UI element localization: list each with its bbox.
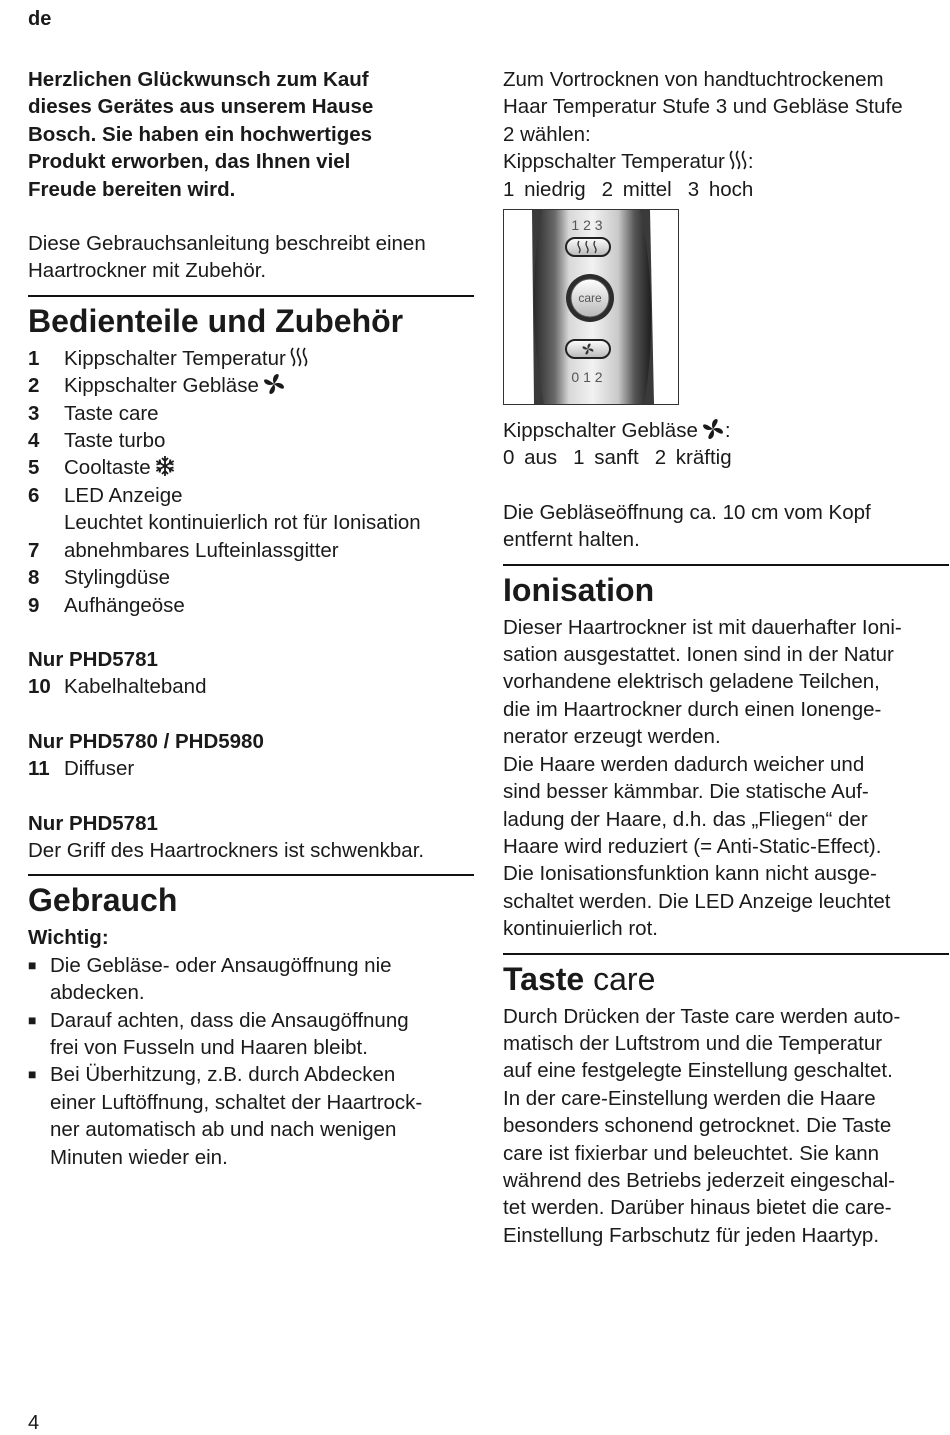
language-code: de	[28, 8, 52, 30]
text-line: während des Betriebs jederzeit eingeschal-	[503, 1168, 896, 1192]
text-line: Haare wird reduziert (= Anti-Static-Effect).	[503, 834, 882, 858]
list-item	[28, 454, 474, 481]
section-title-ionisation: Ionisation	[503, 571, 655, 608]
intro-bold-line: Produkt erworben, das Ihnen viel	[28, 150, 351, 174]
item-text: Kabelhalteband	[64, 675, 207, 699]
fan-icon	[262, 373, 286, 395]
bullet-line: abdecken.	[50, 981, 145, 1005]
item-text: Kippschalter Gebläse	[64, 374, 259, 398]
distance-line: entfernt halten.	[503, 528, 640, 552]
text-line: tet werden. Darüber hinaus bietet die care-	[503, 1196, 892, 1220]
predry-line: Haar Temperatur Stufe 3 und Gebläse Stufe	[503, 95, 903, 119]
text-line: In der care-Einstellung werden die Haare	[503, 1086, 876, 1110]
item-text: abnehmbares Lufteinlassgitter	[64, 538, 339, 562]
list-item	[28, 1061, 474, 1171]
text-line: Durch Drücken der Taste care werden auto-	[503, 1004, 901, 1028]
item-text: Stylingdüse	[64, 566, 170, 590]
item-number: 3	[28, 401, 40, 425]
list-item	[28, 400, 474, 427]
text-line: sind besser kämmbar. Die statische Auf-	[503, 780, 869, 804]
temp-scale-digits: 1 2 3	[571, 217, 603, 234]
section-divider	[503, 953, 949, 955]
care-title-light: care	[593, 960, 656, 997]
item-number: 7	[28, 538, 40, 562]
item-number: 4	[28, 429, 40, 453]
item-text: LED Anzeige	[64, 483, 183, 507]
item-text: Diffuser	[64, 757, 135, 781]
bullet-line: Bei Überhitzung, z.B. durch Abdecken	[50, 1063, 396, 1087]
item-number: 8	[28, 566, 40, 590]
predry-line: Zum Vortrocknen von handtuchtrockenem	[503, 68, 884, 91]
list-item	[28, 537, 474, 564]
fan-option: 2 kräftig	[654, 446, 732, 470]
temp-option: 3 hoch	[687, 177, 754, 201]
text-line: die im Haartrockner durch einen Ionenge-	[503, 697, 882, 721]
parts-list	[28, 345, 474, 619]
text-line: ladung der Haare, d.h. das „Fliegen“ der	[503, 807, 868, 831]
list-item	[28, 509, 474, 536]
model-note-label: Nur PHD5781	[28, 811, 158, 835]
list-item	[28, 1007, 474, 1062]
section-divider	[28, 295, 474, 297]
bullet-square-icon: ■	[28, 1011, 37, 1028]
bullet-line: ner automatisch ab und nach wenigen	[50, 1118, 397, 1142]
item-text: Cooltaste	[64, 456, 151, 480]
left-column	[28, 66, 474, 1171]
bullet-line: Minuten wieder ein.	[50, 1145, 228, 1169]
bullet-line: frei von Fusseln und Haaren bleibt.	[50, 1035, 368, 1059]
section-divider	[503, 564, 949, 566]
heat-icon	[728, 149, 748, 171]
intro-bold	[28, 66, 474, 203]
text-line: nerator erzeugt werden.	[503, 725, 721, 749]
text-line: auf eine festgelegte Einstellung geschaltet.	[503, 1059, 893, 1083]
fan-icon	[701, 418, 725, 440]
list-item	[28, 564, 474, 591]
bullet-line: Darauf achten, dass die Ansaugöffnung	[50, 1008, 409, 1032]
ionisation-text	[503, 614, 949, 943]
section-title-controls: Bedienteile und Zubehör	[28, 302, 404, 339]
text-line: vorhandene elektrisch geladene Teilchen,	[503, 670, 880, 694]
fan-scale-digits: 0 1 2	[571, 369, 603, 386]
text-line: Einstellung Farbschutz für jeden Haartyp.	[503, 1223, 880, 1247]
intro-bold-line: Bosch. Sie haben ein hochwertiges	[28, 122, 373, 146]
item-number: 5	[28, 456, 40, 480]
list-item	[28, 372, 474, 399]
item-number: 11	[28, 757, 50, 781]
text-line: care ist fixierbar und beleuchtet. Sie kann	[503, 1141, 880, 1165]
distance-line: Die Gebläseöffnung ca. 10 cm vom Kopf	[503, 500, 871, 524]
temp-switch-label: Kippschalter Temperatur :	[503, 150, 754, 174]
fan-options	[503, 444, 949, 471]
item-number: 10	[28, 675, 51, 699]
warning-list	[28, 952, 474, 1171]
list-item	[28, 592, 474, 619]
text-line: schaltet werden. Die LED Anzeige leuchtet	[503, 889, 891, 913]
list-item	[28, 952, 474, 1007]
right-column	[503, 66, 949, 1249]
bullet-square-icon: ■	[28, 956, 37, 973]
intro-bold-line: Herzlichen Glückwunsch zum Kauf	[28, 68, 369, 91]
list-item	[28, 755, 474, 782]
bullet-line: Die Gebläse- oder Ansaugöffnung nie	[50, 953, 392, 977]
list-item	[28, 345, 474, 372]
item-text: Leuchtet kontinuierlich rot für Ionisation	[64, 511, 421, 535]
section-title-care	[503, 959, 949, 999]
item-number: 1	[28, 346, 40, 370]
predry-line: 2 wählen:	[503, 122, 591, 146]
text-line: Dieser Haartrockner ist mit dauerhafter Ioni-	[503, 615, 902, 639]
intro-bold-line: Freude bereiten wird.	[28, 177, 236, 201]
item-number: 6	[28, 483, 40, 507]
fan-option: 0 aus	[503, 446, 558, 470]
intro-line: Diese Gebrauchsanleitung beschreibt einen	[28, 232, 426, 256]
text-line: matisch der Luftstrom und die Temperatur	[503, 1031, 883, 1055]
temp-option: 2 mittel	[601, 177, 672, 201]
control-panel-illustration	[504, 210, 678, 404]
intro-line: Haartrockner mit Zubehör.	[28, 259, 267, 283]
important-label: Wichtig:	[28, 926, 109, 950]
bullet-line: einer Luftöffnung, schaltet der Haartrock-	[50, 1090, 423, 1114]
fan-switch-label: Kippschalter Gebläse :	[503, 419, 731, 443]
temp-options	[503, 176, 949, 203]
text-line: sation ausgestattet. Ionen sind in der Natur	[503, 643, 894, 667]
intro-bold-line: dieses Gerätes aus unserem Hause	[28, 95, 374, 119]
care-text	[503, 1003, 949, 1250]
item-number: 9	[28, 593, 40, 617]
model-note-text: Der Griff des Haartrockners ist schwenkbar.	[28, 838, 425, 862]
temp-switch-text: Kippschalter Temperatur	[503, 150, 725, 174]
item-number	[28, 509, 64, 536]
text-line: Die Ionisationsfunktion kann nicht ausge-	[503, 862, 877, 886]
control-panel-photo	[503, 209, 679, 405]
item-number: 2	[28, 374, 40, 398]
bullet-square-icon: ■	[28, 1066, 37, 1083]
snowflake-icon	[154, 455, 176, 477]
model-note-label: Nur PHD5780 / PHD5980	[28, 729, 264, 753]
heat-icon	[289, 346, 309, 368]
item-text: Taste care	[64, 401, 159, 425]
text-line: Die Haare werden dadurch weicher und	[503, 752, 865, 776]
section-title-usage: Gebrauch	[28, 882, 178, 919]
model-note-label: Nur PHD5781	[28, 647, 158, 671]
care-title-bold: Taste	[503, 960, 585, 997]
text-line: kontinuierlich rot.	[503, 917, 658, 941]
temp-option: 1 niedrig	[503, 177, 586, 201]
page-number: 4	[28, 1412, 40, 1434]
fan-switch-text: Kippschalter Gebläse	[503, 419, 698, 443]
section-divider	[28, 874, 474, 876]
list-item	[28, 482, 474, 509]
text-line: besonders schonend getrocknet. Die Taste	[503, 1114, 892, 1138]
care-button-label: care	[578, 291, 602, 306]
fan-option: 1 sanft	[573, 446, 639, 470]
list-item	[28, 673, 474, 700]
item-text: Taste turbo	[64, 429, 166, 453]
item-text: Kippschalter Temperatur	[64, 346, 286, 370]
item-text: Aufhängeöse	[64, 593, 185, 617]
list-item	[28, 427, 474, 454]
